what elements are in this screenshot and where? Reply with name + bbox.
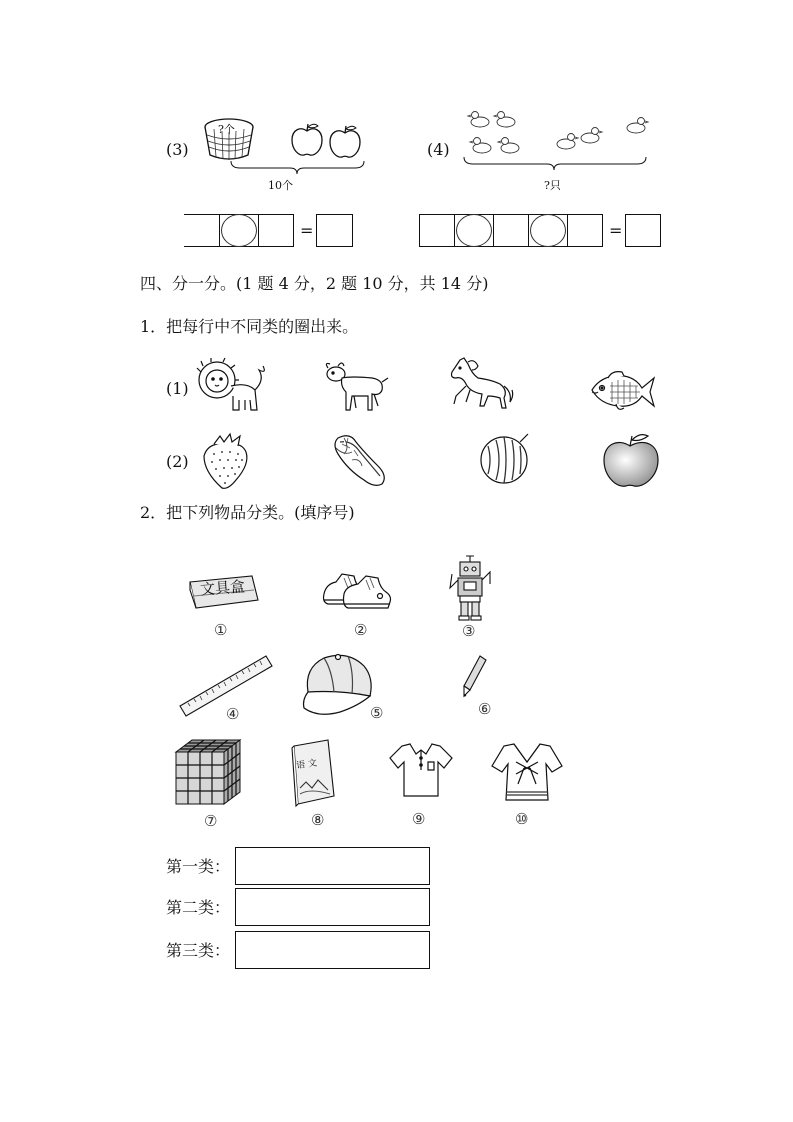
item-1-number: ① bbox=[214, 621, 228, 639]
sneakers-icon[interactable] bbox=[320, 566, 392, 614]
strawberry-icon[interactable] bbox=[200, 432, 252, 490]
item-6-number: ⑥ bbox=[478, 700, 492, 718]
horse-icon[interactable] bbox=[448, 356, 514, 414]
book-title: 语 文 bbox=[295, 758, 318, 772]
section-4-title: 四、分一分。(1 题 4 分，2 题 10 分，共 14 分) bbox=[140, 274, 489, 293]
shirt-icon[interactable] bbox=[388, 740, 454, 800]
problem-4-label: (4) bbox=[427, 140, 450, 159]
item-3-number: ③ bbox=[462, 622, 476, 640]
total-label-4: ?只 bbox=[544, 179, 561, 192]
equation-4-box-1[interactable] bbox=[419, 214, 455, 247]
equation-4-operator-circle-2[interactable] bbox=[530, 214, 566, 247]
lion-icon[interactable] bbox=[197, 358, 269, 418]
item-9-number: ⑨ bbox=[412, 810, 426, 828]
equation-3-equals: = bbox=[300, 221, 314, 240]
item-5-number: ⑤ bbox=[370, 704, 384, 722]
item-10-number: ⑩ bbox=[515, 810, 529, 828]
watermelon-icon[interactable] bbox=[478, 432, 534, 486]
item-4-number: ④ bbox=[226, 705, 240, 723]
question-2-text: 2．把下列物品分类。(填序号) bbox=[140, 503, 355, 522]
goat-icon[interactable] bbox=[322, 362, 390, 414]
robot-toy-icon[interactable] bbox=[446, 554, 494, 622]
item-8-number: ⑧ bbox=[311, 811, 325, 829]
question-1-text: 1．把每行中不同类的圈出来。 bbox=[140, 317, 359, 336]
sailor-top-icon[interactable] bbox=[490, 740, 564, 806]
ducks-icon bbox=[468, 108, 658, 160]
category-2-label: 第二类： bbox=[166, 898, 231, 917]
equation-3-box-1[interactable] bbox=[184, 214, 220, 247]
pencil-box-label: 文具盒 bbox=[199, 577, 246, 599]
brace-problem-4 bbox=[463, 156, 647, 172]
apple-icon[interactable] bbox=[600, 432, 662, 488]
equation-4-operator-circle-1[interactable] bbox=[456, 214, 492, 247]
rubiks-cube-icon[interactable] bbox=[172, 736, 244, 808]
cabbage-icon[interactable] bbox=[330, 432, 390, 488]
problem-3-label: (3) bbox=[166, 140, 189, 159]
category-3-answer-box[interactable] bbox=[235, 931, 430, 969]
item-7-number: ⑦ bbox=[204, 812, 218, 830]
equation-4-result-box[interactable] bbox=[625, 214, 661, 247]
category-1-label: 第一类： bbox=[166, 857, 231, 876]
row-1-label: (1) bbox=[166, 379, 189, 398]
apple-icon-1 bbox=[290, 122, 324, 158]
apple-icon-2 bbox=[328, 124, 362, 160]
cap-icon[interactable] bbox=[298, 652, 378, 720]
category-2-answer-box[interactable] bbox=[235, 888, 430, 926]
total-label-3: 10个 bbox=[268, 179, 293, 192]
row-2-label: (2) bbox=[166, 452, 189, 471]
basket-label: ?个 bbox=[218, 123, 235, 136]
equation-3-operator-circle[interactable] bbox=[221, 214, 257, 247]
equation-4-box-3[interactable] bbox=[567, 214, 603, 247]
book-icon[interactable] bbox=[288, 738, 340, 808]
equation-4-equals: = bbox=[609, 221, 623, 240]
item-2-number: ② bbox=[354, 621, 368, 639]
fish-icon[interactable] bbox=[588, 368, 656, 412]
equation-3-box-2[interactable] bbox=[258, 214, 294, 247]
equation-3-result-box[interactable] bbox=[316, 214, 353, 247]
brace-problem-3 bbox=[230, 160, 365, 176]
equation-4-box-2[interactable] bbox=[493, 214, 529, 247]
category-1-answer-box[interactable] bbox=[235, 847, 430, 885]
pencil-icon[interactable] bbox=[460, 654, 490, 698]
category-3-label: 第三类： bbox=[166, 941, 231, 960]
